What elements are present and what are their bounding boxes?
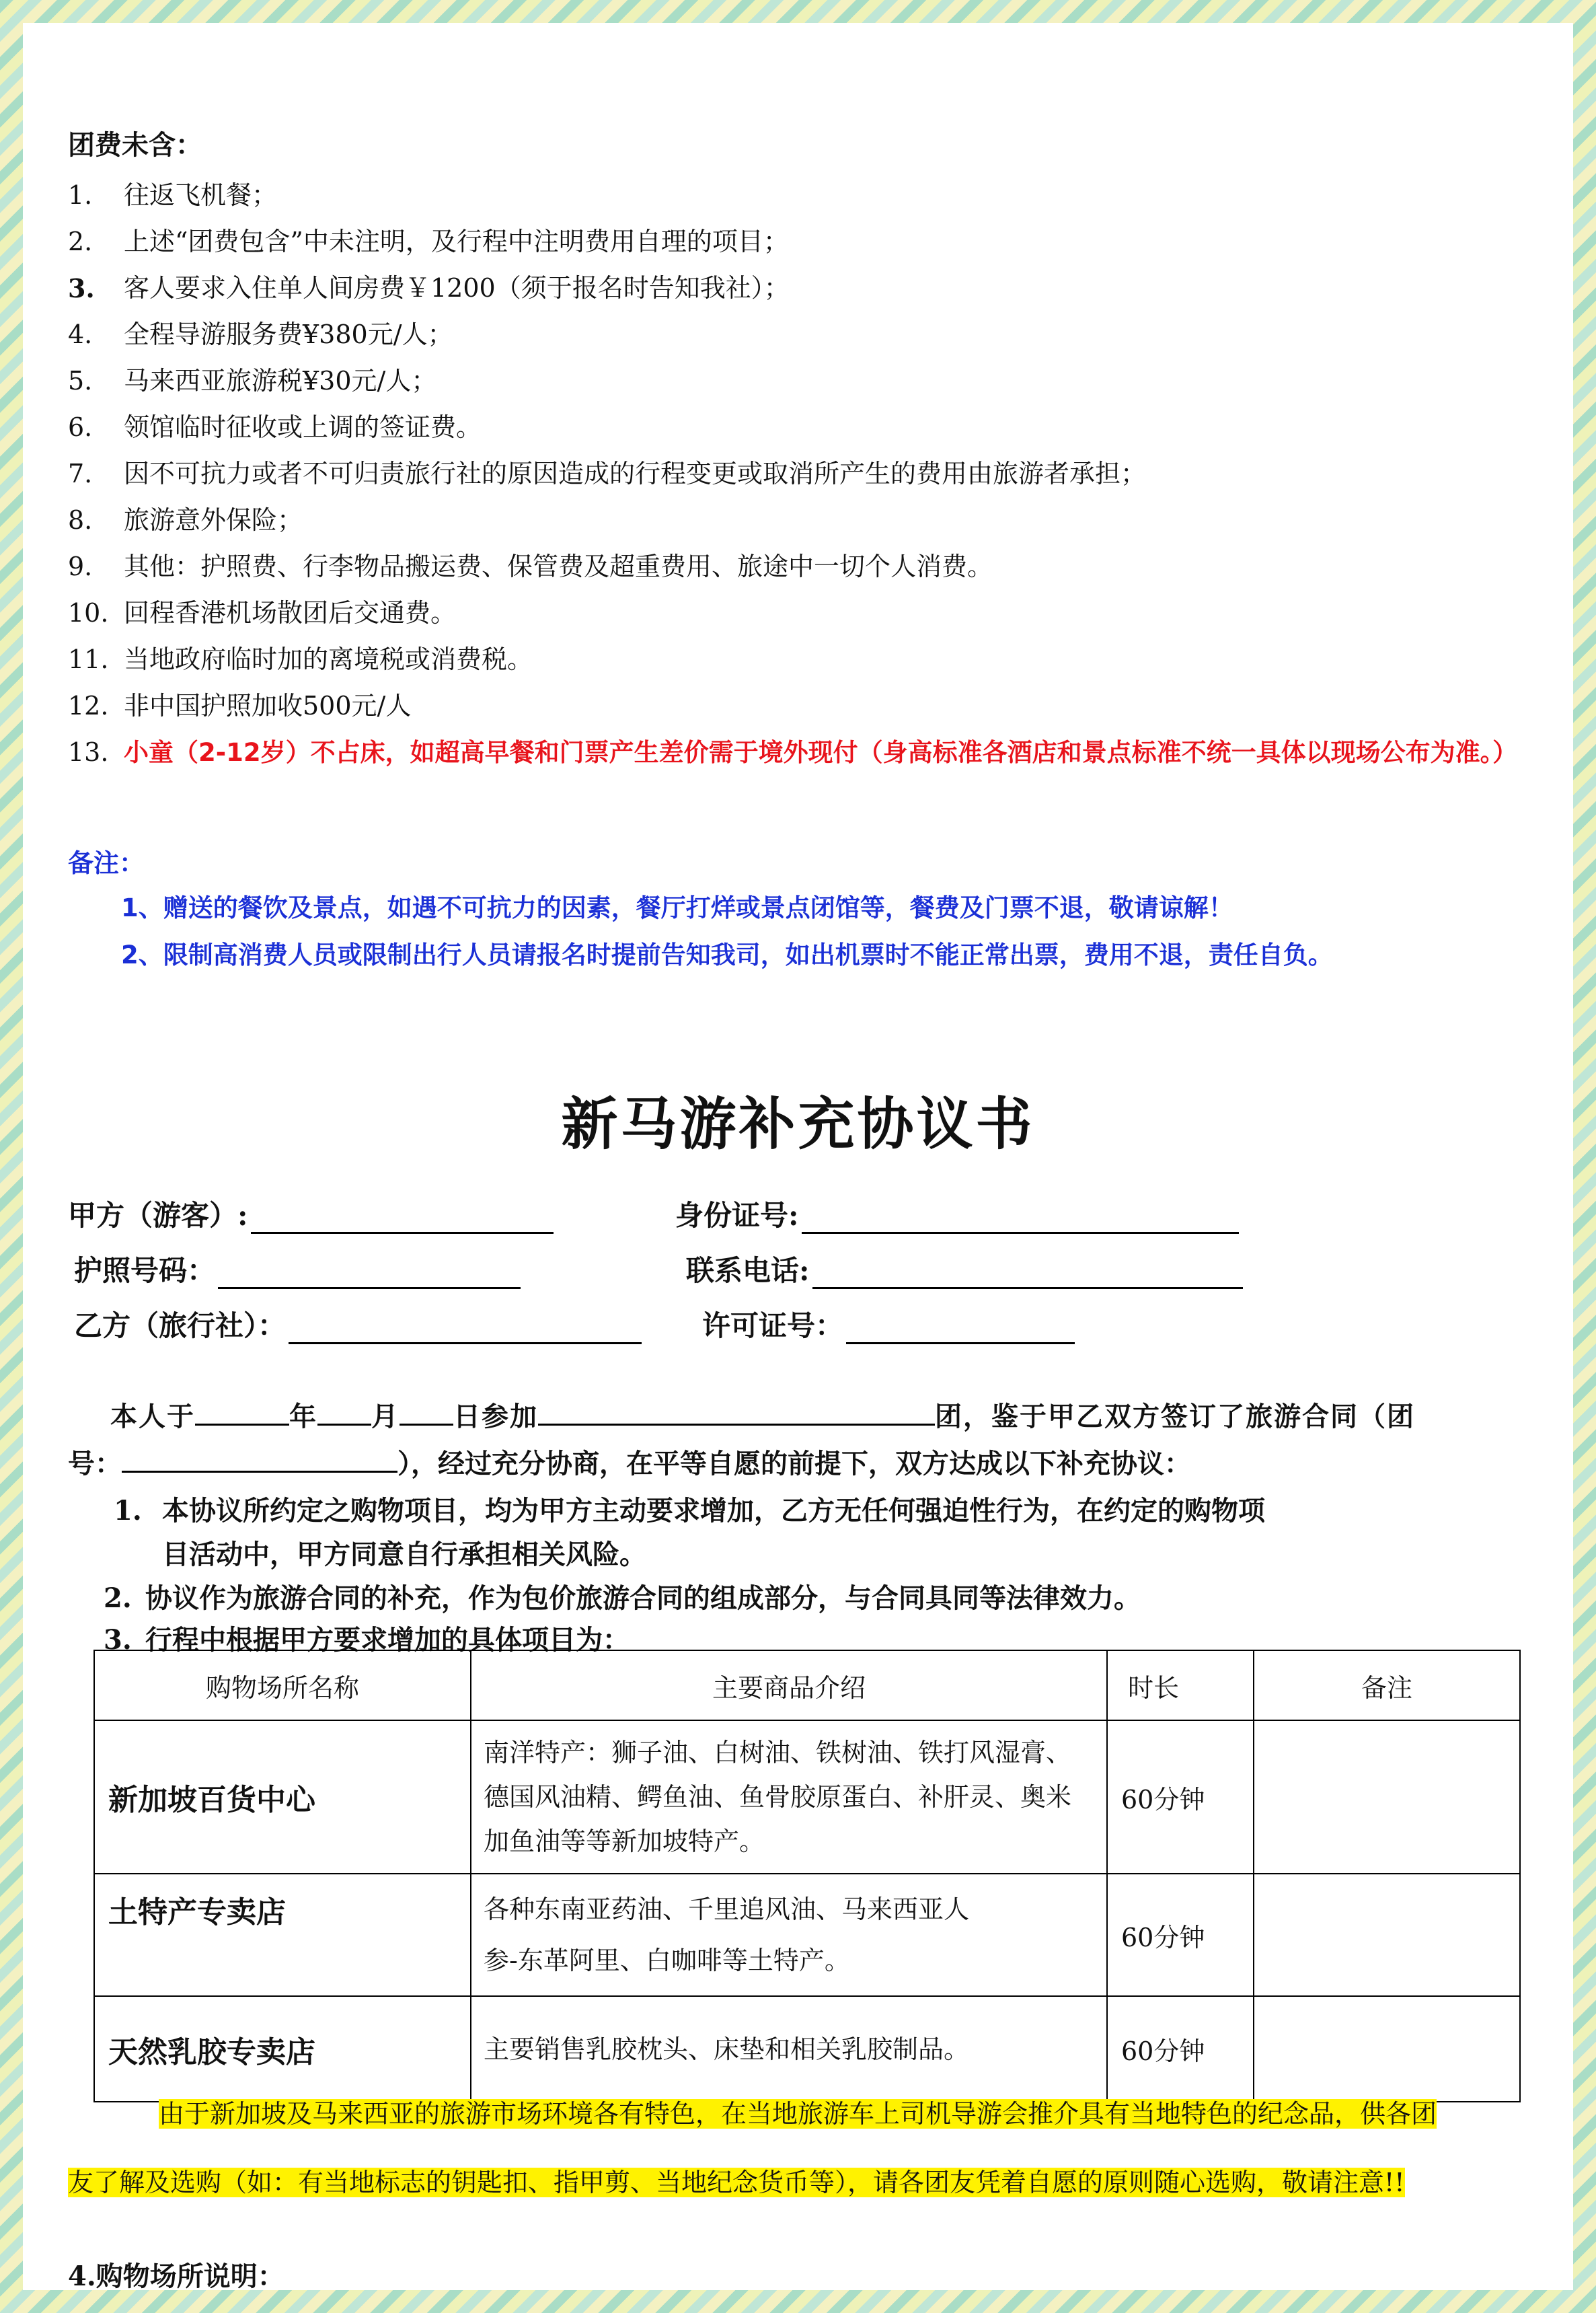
- note-item: 2、限制高消费人员或限制出行人员请报名时提前告知我司，如出机票时不能正常出票，费用不退，责任自负。: [121, 941, 1333, 969]
- party-a-blank[interactable]: [251, 1204, 554, 1234]
- list-item: 4. 全程导游服务费¥380元/人；: [68, 320, 453, 349]
- phone-label: 联系电话:: [686, 1254, 810, 1287]
- month-blank[interactable]: [317, 1398, 371, 1426]
- passport-field: [74, 1249, 521, 1289]
- list-item: 7. 因不可抗力或者不可归责旅行社的原因造成的行程变更或取消所产生的费用由旅游者承担；: [68, 459, 1147, 488]
- license-label: 许可证号：: [702, 1309, 844, 1342]
- phone-field: [686, 1249, 1243, 1289]
- souvenir-notice-line-2: 友了解及选购（如：有当地标志的钥匙扣、指甲剪、当地纪念货币等），请各团友凭着自愿的原则随心选购，敬请注意!!: [68, 2168, 1405, 2197]
- contract-no-blank[interactable]: [122, 1445, 397, 1473]
- tour-blank[interactable]: [538, 1398, 935, 1426]
- shop-duration: 60分钟: [1107, 1874, 1254, 1996]
- list-item: 8. 旅游意外保险；: [68, 505, 303, 535]
- shop-duration: 60分钟: [1107, 1996, 1254, 2102]
- shop-duration: 60分钟: [1107, 1720, 1254, 1874]
- list-item: 10. 回程香港机场散团后交通费。: [68, 598, 457, 628]
- list-item: 11. 当地政府临时加的离境税或消费税。: [68, 645, 533, 674]
- shop-name: 土特产专卖店: [94, 1874, 471, 1996]
- party-a-label: 甲方（游客）:: [68, 1199, 248, 1232]
- list-item: 2. 上述“团费包含”中未注明，及行程中注明费用自理的项目；: [68, 227, 789, 256]
- clause-2: 2. 协议作为旅游合同的补充，作为包价旅游合同的组成部分，与合同具同等法律效力。: [104, 1582, 1141, 1614]
- document-page: [23, 23, 1573, 2290]
- shop-goods: 各种东南亚药油、千里追风油、马来西亚人参-东革阿里、白咖啡等土特产。: [471, 1874, 1107, 1996]
- party-b-label: 乙方（旅行社）：: [74, 1309, 287, 1342]
- notes-title: 备注：: [68, 848, 145, 878]
- souvenir-notice-line-1: 由于新加坡及马来西亚的旅游市场环境各有特色，在当地旅游车上司机导游会推介具有当地特色的纪念品，供各团: [159, 2099, 1437, 2129]
- header-note: 备注: [1254, 1650, 1520, 1720]
- intro-line-2: 号： ），经过充分协商，在平等自愿的前提下，双方达成以下补充协议：: [68, 1442, 1191, 1481]
- phone-blank[interactable]: [812, 1259, 1243, 1289]
- excluded-list: [68, 172, 1568, 776]
- clause-1: 1. 本协议所约定之购物项目，均为甲方主动要求增加，乙方无任何强迫性行为，在约定的购物项: [114, 1495, 1265, 1527]
- shop-note: [1254, 1720, 1520, 1874]
- header-goods: 主要商品介绍: [471, 1650, 1107, 1720]
- note-item: 1、赠送的餐饮及景点，如遇不可抗力的因素，餐厅打烊或景点闭馆等，餐费及门票不退，敬请谅解！: [121, 893, 1233, 922]
- header-shop-name: 购物场所名称: [94, 1650, 471, 1720]
- shop-note: [1254, 1874, 1520, 1996]
- license-blank[interactable]: [846, 1314, 1075, 1344]
- header-duration: 时长: [1107, 1650, 1254, 1720]
- list-item: 1. 往返飞机餐；: [68, 180, 278, 210]
- agreement-title: 新马游补充协议书: [561, 1091, 1035, 1157]
- shopping-table: [93, 1650, 1521, 2102]
- id-number-field: [675, 1194, 1239, 1234]
- clause-1-continued: 目活动中，甲方同意自行承担相关风险。: [162, 1539, 646, 1570]
- passport-label: 护照号码：: [74, 1254, 216, 1287]
- party-b-field: [74, 1304, 642, 1344]
- table-row: [94, 1874, 1520, 1996]
- table-header-row: [94, 1650, 1520, 1720]
- license-field: [702, 1304, 1075, 1344]
- shop-name: 天然乳胶专卖店: [94, 1996, 471, 2102]
- list-item: 12. 非中国护照加收500元/人: [68, 691, 412, 721]
- party-a-field: [68, 1194, 554, 1234]
- passport-blank[interactable]: [218, 1259, 521, 1289]
- list-item: 5. 马来西亚旅游税¥30元/人；: [68, 366, 437, 396]
- intro-line-1: 本人于 年 月 日参加 团，鉴于甲乙双方签订了旅游合同（团: [110, 1395, 1415, 1434]
- clause-3: 3. 行程中根据甲方要求增加的具体项目为：: [104, 1624, 630, 1656]
- party-b-blank[interactable]: [289, 1314, 642, 1344]
- id-number-blank[interactable]: [802, 1204, 1239, 1234]
- section-4-title: 4.购物场所说明：: [68, 2261, 284, 2290]
- excluded-title: 团费未含：: [68, 129, 202, 161]
- list-item: 9. 其他：护照费、行李物品搬运费、保管费及超重费用、旅途中一切个人消费。: [68, 552, 993, 581]
- table-row: [94, 1720, 1520, 1874]
- list-item: 3. 客人要求入住单人间房费￥1200（须于报名时告知我社）；: [68, 273, 790, 303]
- list-item-child-policy: 13. 小童（2-12岁）不占床，如超高早餐和门票产生差价需于境外现付（身高标准各酒店和景点标准不统一具体以现场公布为准。）: [68, 737, 1518, 767]
- shop-name: 新加坡百货中心: [94, 1720, 471, 1874]
- id-number-label: 身份证号:: [675, 1199, 799, 1232]
- day-blank[interactable]: [400, 1398, 453, 1426]
- list-item: 6. 领馆临时征收或上调的签证费。: [68, 412, 482, 442]
- year-blank[interactable]: [195, 1398, 289, 1426]
- shop-goods: 主要销售乳胶枕头、床垫和相关乳胶制品。: [471, 1996, 1107, 2102]
- shop-goods: 南洋特产：狮子油、白树油、铁树油、铁打风湿膏、德国风油精、鳄鱼油、鱼骨胶原蛋白、补肝灵、奥米加鱼油等等新加坡特产。: [471, 1720, 1107, 1874]
